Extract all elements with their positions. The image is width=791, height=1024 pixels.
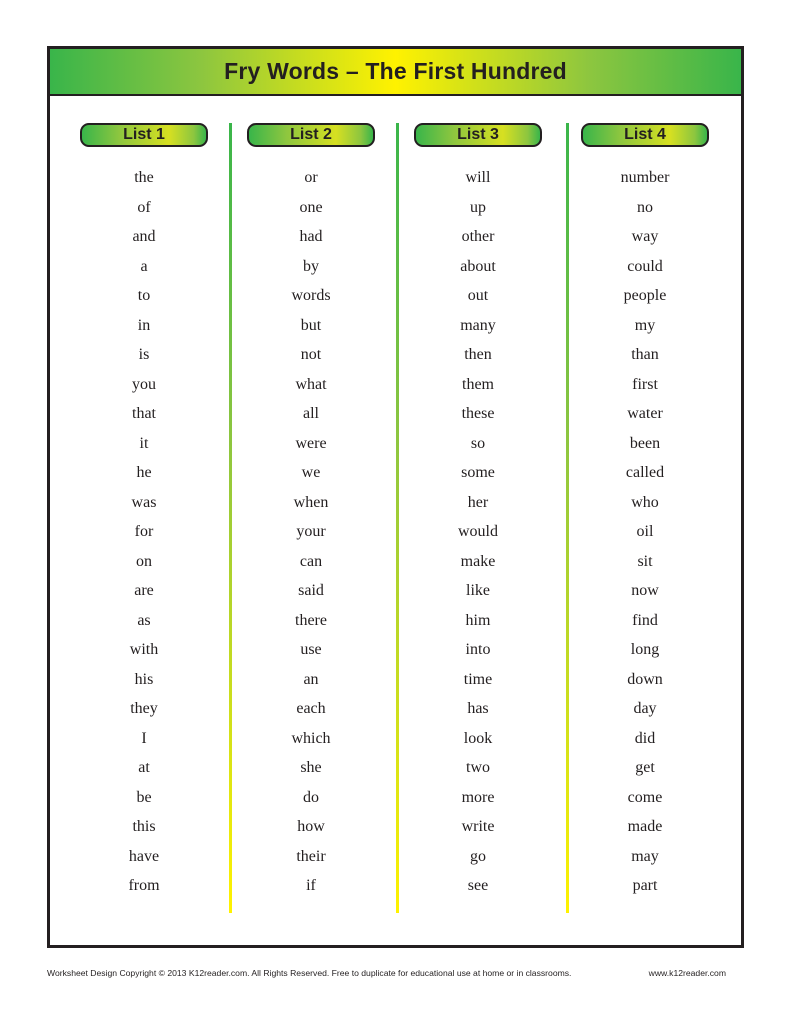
list-4-header xyxy=(581,123,709,147)
list-2-header xyxy=(247,123,375,147)
word-item: with xyxy=(129,641,159,658)
website-link[interactable]: www.k12reader.com xyxy=(648,968,726,978)
word-item: when xyxy=(293,493,329,511)
word-item: are xyxy=(134,582,154,599)
word-item: no xyxy=(637,198,653,216)
word-item: they xyxy=(130,700,158,717)
word-item: this xyxy=(132,818,156,835)
word-item: other xyxy=(461,228,495,245)
word-item: you xyxy=(132,375,156,393)
word-item: on xyxy=(136,552,152,570)
word-item: more xyxy=(461,788,495,806)
word-item: two xyxy=(466,759,490,776)
word-item: what xyxy=(295,375,327,393)
word-item: not xyxy=(300,346,322,363)
word-item: find xyxy=(632,611,658,629)
word-item: could xyxy=(627,257,663,275)
word-item: made xyxy=(627,818,663,835)
word-item: now xyxy=(631,582,659,599)
word-item: go xyxy=(470,847,486,865)
word-item: so xyxy=(470,434,486,452)
word-item: words xyxy=(291,287,331,304)
word-item: of xyxy=(137,198,151,216)
column-divider-1 xyxy=(229,123,232,913)
word-item: how xyxy=(297,818,325,835)
word-item: then xyxy=(464,346,492,363)
list-2-label: List 2 xyxy=(290,126,332,143)
word-item: way xyxy=(631,228,659,245)
worksheet-title: Fry Words – The First Hundred xyxy=(224,58,567,84)
title-banner xyxy=(50,49,741,96)
word-item: get xyxy=(635,759,655,776)
word-item: did xyxy=(634,729,656,747)
list-4-words xyxy=(578,163,712,901)
list-3-label: List 3 xyxy=(457,126,499,143)
word-item: has xyxy=(467,700,489,717)
word-item: your xyxy=(296,523,326,540)
word-item: part xyxy=(632,877,658,894)
word-item: in xyxy=(137,316,151,334)
word-item: but xyxy=(300,316,322,334)
word-item: these xyxy=(461,405,495,422)
word-item: were xyxy=(295,434,327,452)
word-item: we xyxy=(301,464,321,481)
word-item: I xyxy=(141,729,147,747)
word-item: who xyxy=(631,493,659,511)
word-item: each xyxy=(296,700,326,717)
word-item: a xyxy=(140,257,148,275)
word-item: would xyxy=(458,523,498,540)
copyright-notice: Worksheet Design Copyright © 2013 K12reader.com. All Rights Reserved. Free to duplicate for educational use at home or in classrooms. xyxy=(47,968,572,978)
word-item: day xyxy=(633,700,657,717)
word-item: down xyxy=(627,670,663,688)
word-item: be xyxy=(136,788,152,806)
word-item: than xyxy=(631,346,659,363)
word-item: out xyxy=(467,287,489,304)
word-item: like xyxy=(466,582,490,599)
list-1-header xyxy=(80,123,208,147)
word-item: to xyxy=(137,287,151,304)
word-item: oil xyxy=(636,523,654,540)
word-item: from xyxy=(128,877,160,894)
word-item: them xyxy=(462,375,494,393)
word-item: some xyxy=(461,464,495,481)
word-item: can xyxy=(299,552,323,570)
word-item: if xyxy=(306,877,316,894)
list-1-label: List 1 xyxy=(123,126,165,143)
word-item: all xyxy=(303,405,319,422)
word-item: write xyxy=(461,818,495,835)
word-item: many xyxy=(460,316,496,334)
word-item: which xyxy=(291,729,331,747)
word-item: see xyxy=(467,877,489,894)
list-column-3 xyxy=(411,123,545,894)
word-item: into xyxy=(465,641,491,658)
word-item: come xyxy=(627,788,663,806)
word-item: first xyxy=(632,375,658,393)
word-item: use xyxy=(300,641,322,658)
word-item: will xyxy=(465,169,491,186)
word-item: or xyxy=(304,169,318,186)
word-item: time xyxy=(463,670,493,688)
word-item: the xyxy=(134,169,154,186)
word-item: may xyxy=(631,847,659,865)
word-item: make xyxy=(460,552,496,570)
word-item: there xyxy=(295,611,327,629)
word-item: up xyxy=(470,198,486,216)
word-item: water xyxy=(627,405,663,422)
word-item: that xyxy=(132,405,156,422)
word-item: said xyxy=(298,582,324,599)
list-3-words xyxy=(411,163,545,901)
word-item: people xyxy=(623,287,667,304)
word-item: been xyxy=(629,434,661,452)
word-item: and xyxy=(132,228,156,245)
word-item: him xyxy=(465,611,491,629)
word-item: look xyxy=(463,729,493,747)
word-item: their xyxy=(296,847,326,865)
word-item: called xyxy=(625,464,665,481)
word-item: as xyxy=(137,611,151,629)
word-item: was xyxy=(131,493,157,511)
list-2-words xyxy=(244,163,378,901)
word-item: long xyxy=(630,641,660,658)
list-column-2 xyxy=(244,123,378,894)
word-item: for xyxy=(134,523,154,540)
word-item: one xyxy=(299,198,323,216)
word-item: his xyxy=(134,670,154,688)
word-item: at xyxy=(138,759,150,776)
word-item: her xyxy=(467,493,489,511)
word-item: he xyxy=(136,464,152,481)
word-item: an xyxy=(303,670,319,688)
list-3-header xyxy=(414,123,542,147)
word-item: by xyxy=(303,257,319,275)
word-item: she xyxy=(300,759,322,776)
list-column-1 xyxy=(77,123,211,894)
word-item: is xyxy=(138,346,150,363)
word-item: sit xyxy=(637,552,653,570)
column-divider-2 xyxy=(396,123,399,913)
word-item: my xyxy=(634,316,656,334)
worksheet-frame xyxy=(47,46,744,948)
word-item: do xyxy=(303,788,319,806)
list-4-label: List 4 xyxy=(624,126,666,143)
list-column-4 xyxy=(578,123,712,894)
column-divider-3 xyxy=(566,123,569,913)
word-item: it xyxy=(139,434,149,452)
word-item: had xyxy=(299,228,323,245)
word-item: have xyxy=(128,847,160,865)
word-item: number xyxy=(620,169,670,186)
list-1-words xyxy=(77,163,211,901)
word-item: about xyxy=(460,257,496,275)
